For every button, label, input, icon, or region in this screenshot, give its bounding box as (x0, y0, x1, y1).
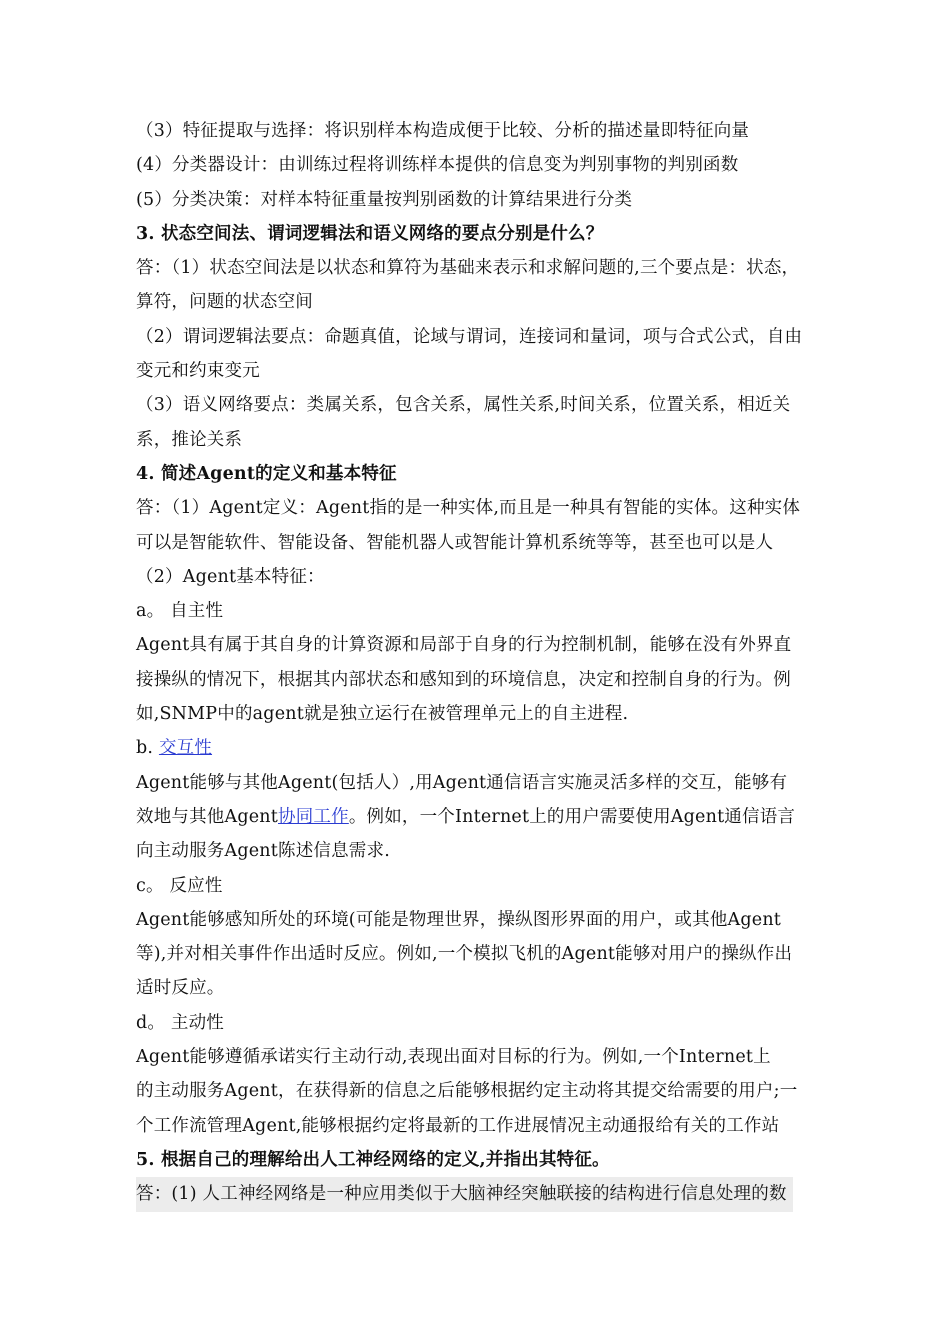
paragraph-line: Agent能够遵循承诺实行主动行动,表现出面对目标的行为。例如,一个Internet上 (136, 1047, 771, 1068)
question-heading-3: 3. 状态空间法、谓词逻辑法和语义网络的要点分别是什么？ (136, 223, 604, 244)
paragraph-line: （3）语义网络要点：类属关系，包含关系，属性关系,时间关系，位置关系，相近关 (136, 395, 791, 416)
paragraph-line: Agent能够与其他Agent(包括人）,用Agent通信语言实施灵活多样的交互，能够有 (136, 772, 788, 793)
feature-label-b-prefix: b. (136, 738, 159, 759)
document-page (136, 114, 858, 1212)
paragraph-line: Agent具有属于其自身的计算资源和局部于自身的行为控制机制，能够在没有外界直 (136, 635, 792, 656)
paragraph-line: 个工作流管理Agent,能够根据约定将最新的工作进展情况主动通报给有关的工作站 (136, 1115, 780, 1136)
paragraph-line (136, 1177, 858, 1211)
paragraph-line: Agent能够感知所处的环境(可能是物理世界，操纵图形界面的用户，或其他Agent (136, 909, 782, 930)
paragraph-line: （2）Agent基本特征： (136, 566, 325, 587)
paragraph-line: 如,SNMP中的agent就是独立运行在被管理单元上的自主进程. (136, 704, 629, 725)
paragraph-line (136, 800, 858, 834)
feature-label-d: d。 主动性 (136, 1012, 224, 1033)
paragraph-line: 变元和约束变元 (136, 361, 260, 382)
paragraph-line: (4）分类器设计：由训练过程将训练样本提供的信息变为判别事物的判别函数 (136, 155, 739, 176)
question-heading-4: 4. 简述Agent的定义和基本特征 (136, 463, 397, 484)
interactivity-link[interactable]: 交互性 (158, 738, 213, 759)
paragraph-line: 答：（1）状态空间法是以状态和算符为基础来表示和求解问题的,三个要点是：状态， (136, 258, 800, 279)
shaded-answer-line: 答：(1) 人工神经网络是一种应用类似于大脑神经突触联接的结构进行信息处理的数 (136, 1177, 793, 1211)
feature-label-c: c。 反应性 (136, 875, 223, 896)
line-suffix: 。例如，一个Internet上的用户需要使用Agent通信语言 (348, 806, 796, 827)
feature-label-a: a。 自主性 (136, 601, 224, 622)
paragraph-line: (5）分类决策：对样本特征重量按判别函数的计算结果进行分类 (136, 189, 633, 210)
paragraph-line: 系，推论关系 (136, 429, 243, 450)
collaboration-link[interactable]: 协同工作 (278, 806, 349, 827)
line-prefix: 效地与其他Agent (136, 806, 278, 827)
paragraph-line: 答：（1）Agent定义：Agent指的是一种实体,而且是一种具有智能的实体。这种实体 (136, 498, 801, 519)
paragraph-line: 接操纵的情况下，根据其内部状态和感知到的环境信息，决定和控制自身的行为。例 (136, 669, 791, 690)
feature-label-b (136, 731, 858, 765)
paragraph-line: （3）特征提取与选择：将识别样本构造成便于比较、分析的描述量即特征向量 (136, 121, 750, 141)
question-heading-5: 5. 根据自己的理解给出人工神经网络的定义,并指出其特征。 (136, 1149, 610, 1170)
paragraph-line: 适时反应。 (136, 978, 225, 999)
paragraph-line: 等),并对相关事件作出适时反应。例如,一个模拟飞机的Agent能够对用户的操纵作出 (136, 944, 793, 965)
paragraph-line: 算符，问题的状态空间 (136, 292, 313, 313)
paragraph-line: 的主动服务Agent，在获得新的信息之后能够根据约定主动将其提交给需要的用户;一 (136, 1081, 798, 1102)
paragraph-line: （2）谓词逻辑法要点：命题真值，论域与谓词，连接词和量词，项与合式公式，自由 (136, 326, 803, 347)
paragraph-line: 可以是智能软件、智能设备、智能机器人或智能计算机系统等等，甚至也可以是人 (136, 532, 774, 553)
paragraph-line: 向主动服务Agent陈述信息需求. (136, 841, 390, 862)
